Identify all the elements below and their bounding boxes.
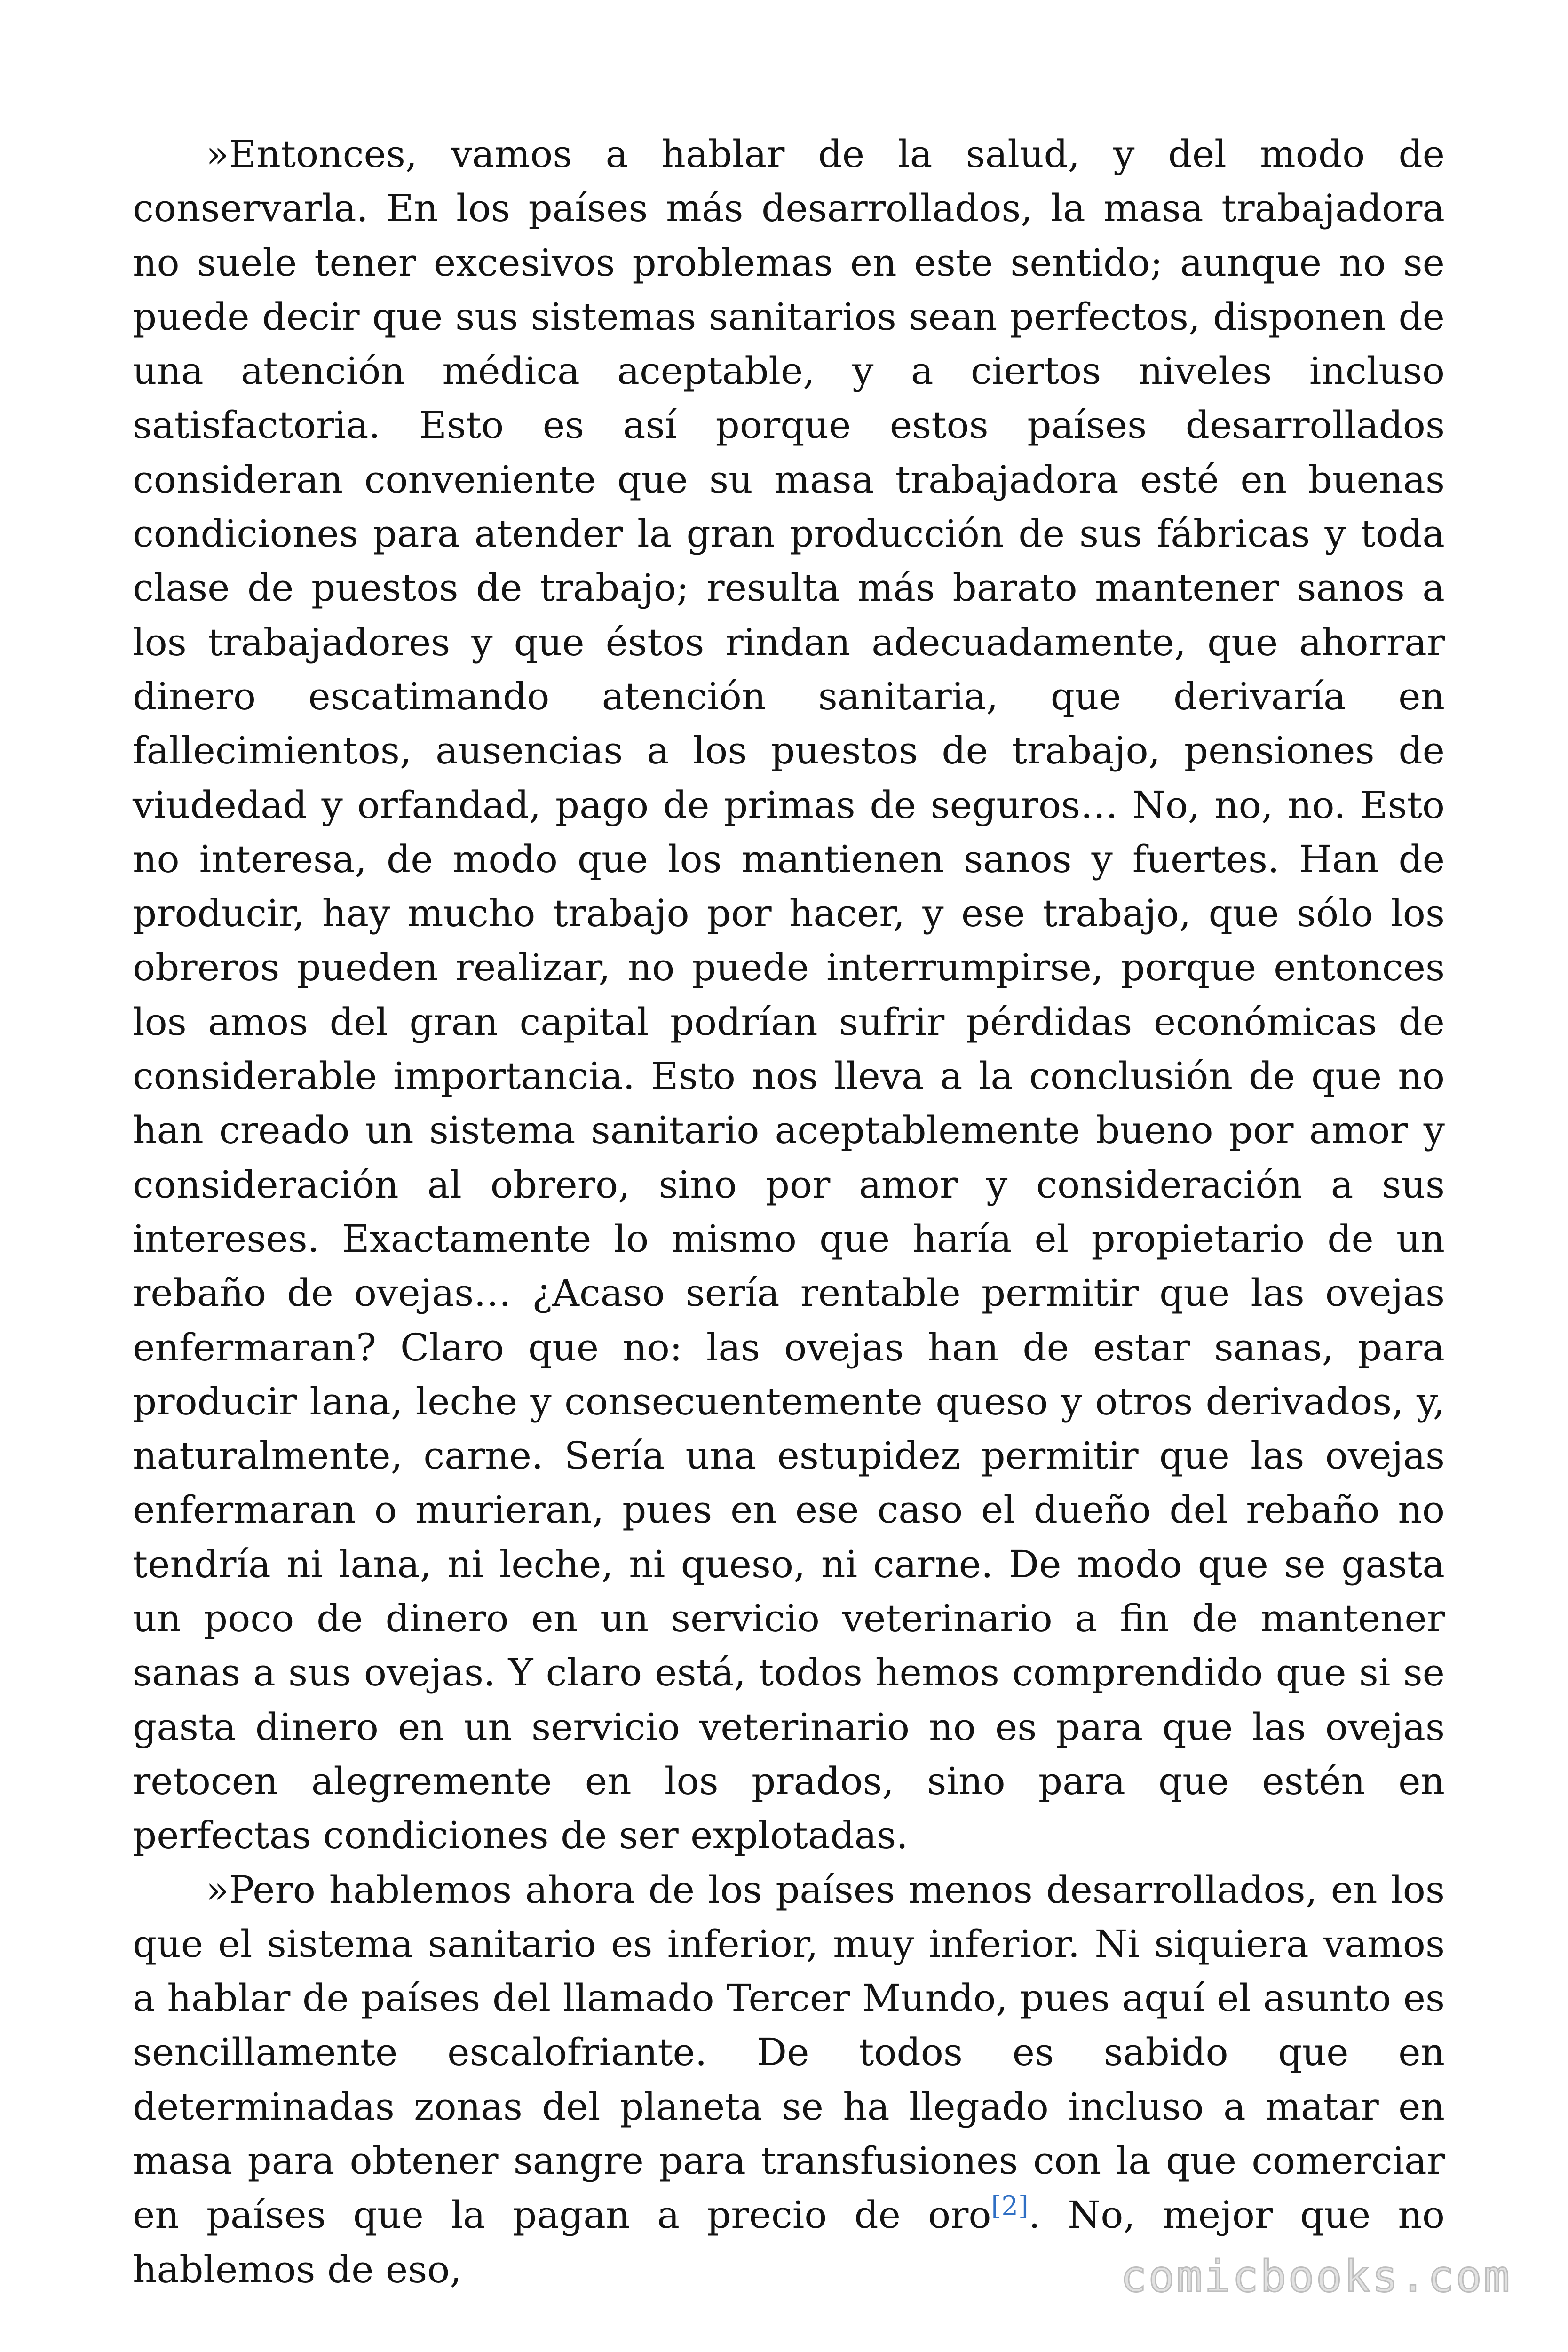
paragraph-text-before-note: »Pero hablemos ahora de los países menos desarrollados, en los que el sistema sanitario es inferior, muy inferior. Ni siquiera vamos a hablar de países del llamado Tercer Mundo, pues aquí el asunto es sencillamente escalofriante. De todos es sabido que en determinadas zonas del planeta se ha llegado incluso a matar en masa para obtener sangre para transfusiones con la que comerciar en países que la pagan a precio de oro bbox=[133, 1867, 1445, 2237]
paragraph-health-developed-countries: »Entonces, vamos a hablar de la salud, y del modo de conservarla. En los países más desarrollados, la masa trabajadora no suele tener excesivos problemas en este sentido; aunque no se puede decir que sus sistemas sanitarios sean perfectos, disponen de una atención médica aceptable, y a ciertos niveles incluso satisfactoria. Esto es así porque estos países desarrollados consideran conveniente que su masa trabajadora esté en buenas condiciones para atender la gran producción de sus fábricas y toda clase de puestos de trabajo; resulta más barato mantener sanos a los trabajadores y que éstos rindan adecuadamente, que ahorrar dinero escatimando atención sanitaria, que derivaría en fallecimientos, ausencias a los puestos de trabajo, pensiones de viudedad y orfandad, pago de primas de seguros… No, no, no. Esto no interesa, de modo que los mantienen sanos y fuertes. Han de producir, hay mucho trabajo por hacer, y ese trabajo, que sólo los obreros pueden realizar, no puede interrumpirse, porque entonces los amos del gran capital podrían sufrir pérdidas económicas de considerable importancia. Esto nos lleva a la conclusión de que no han creado un sistema sanitario aceptablemente bueno por amor y consideración al obrero, sino por amor y consideración a sus intereses. Exactamente lo mismo que haría el propietario de un rebaño de ovejas… ¿Acaso sería rentable permitir que las ovejas enfermaran? Claro que no: las ovejas han de estar sanas, para producir lana, leche y consecuentemente queso y otros derivados, y, naturalmente, carne. Sería una estupidez permitir que las ovejas enfermaran o murieran, pues en ese caso el dueño del rebaño no tendría ni lana, ni leche, ni queso, ni carne. De modo que se gasta un poco de dinero en un servicio veterinario a fin de mantener sanas a sus ovejas. Y claro está, todos hemos comprendido que si se gasta dinero en un servicio veterinario no es para que las ovejas retocen alegremente en los prados, sino para que estén en perfectas condiciones de ser explotadas. bbox=[133, 132, 1445, 1858]
paragraph-less-developed-countries bbox=[133, 1863, 1445, 2296]
watermark-logo: comicbooks.com bbox=[1120, 2251, 1512, 2302]
page-body bbox=[133, 127, 1445, 2296]
paragraph-text-after-note: . No, mejor que no hablemos de eso, bbox=[133, 2193, 1445, 2291]
footnote-reference-link[interactable]: [2] bbox=[991, 2191, 1029, 2222]
